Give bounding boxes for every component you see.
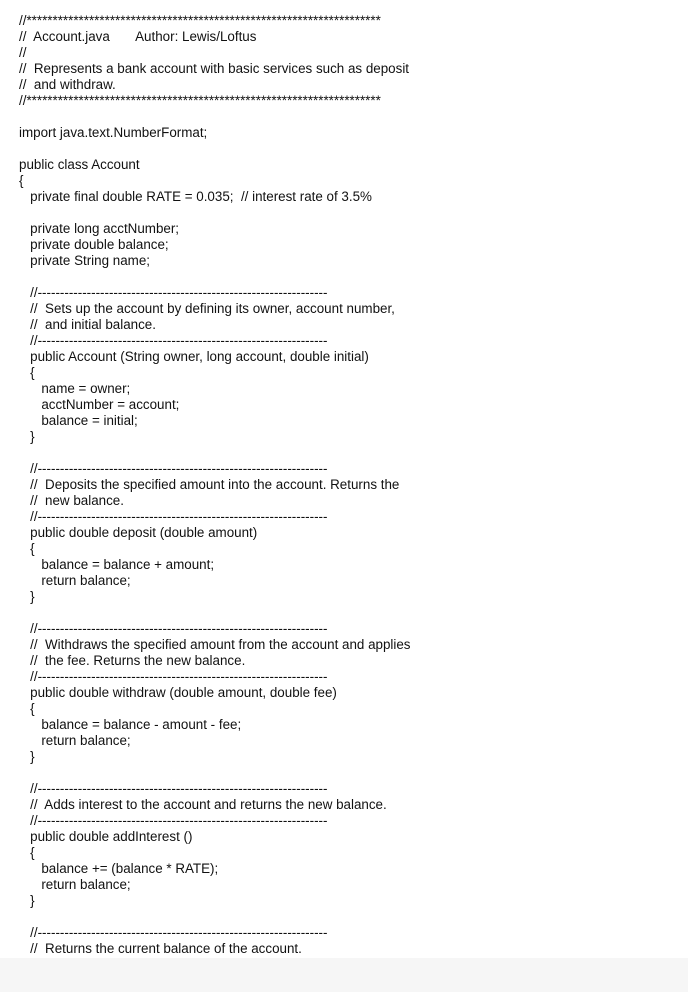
code-line: //----------------------------------------------------------------- <box>19 285 328 300</box>
code-line <box>19 141 411 157</box>
code-line <box>19 605 411 621</box>
code-line: // Adds interest to the account and returns the new balance. <box>19 797 387 812</box>
code-line: balance = initial; <box>19 413 138 428</box>
code-line: } <box>19 893 35 908</box>
code-line: //----------------------------------------------------------------- <box>19 333 328 348</box>
code-line: //----------------------------------------------------------------- <box>19 813 328 828</box>
code-line: balance = balance - amount - fee; <box>19 717 242 732</box>
code-line: //----------------------------------------------------------------- <box>19 925 328 940</box>
code-line: import java.text.NumberFormat; <box>19 125 208 140</box>
code-line: return balance; <box>19 877 131 892</box>
code-line: // <box>19 45 27 60</box>
code-line: public double withdraw (double amount, double fee) <box>19 685 337 700</box>
code-line: //----------------------------------------------------------------- <box>19 781 328 796</box>
code-line: //----------------------------------------------------------------- <box>19 669 328 684</box>
code-line: { <box>19 173 24 188</box>
code-line: private long acctNumber; <box>19 221 180 236</box>
code-line: // and initial balance. <box>19 317 156 332</box>
code-line <box>19 445 411 461</box>
code-line <box>19 109 411 125</box>
code-line: balance = balance + amount; <box>19 557 215 572</box>
code-line: } <box>19 589 35 604</box>
page-bottom-edge <box>0 958 688 992</box>
code-line: { <box>19 845 35 860</box>
code-line <box>19 909 411 925</box>
code-line: //******************************************************************** <box>19 13 381 28</box>
code-listing <box>19 13 411 957</box>
code-line: return balance; <box>19 733 131 748</box>
code-line: private String name; <box>19 253 150 268</box>
code-line: private final double RATE = 0.035; // interest rate of 3.5% <box>19 189 372 204</box>
code-line: { <box>19 365 35 380</box>
code-line: //----------------------------------------------------------------- <box>19 621 328 636</box>
code-line: // Account.java Author: Lewis/Loftus <box>19 29 257 44</box>
code-line: private double balance; <box>19 237 169 252</box>
code-line: { <box>19 541 35 556</box>
code-line: // Deposits the specified amount into the account. Returns the <box>19 477 400 492</box>
code-line: balance += (balance * RATE); <box>19 861 219 876</box>
code-line: name = owner; <box>19 381 131 396</box>
code-line: //----------------------------------------------------------------- <box>19 509 328 524</box>
code-line: // Sets up the account by defining its owner, account number, <box>19 301 395 316</box>
code-line <box>19 269 411 285</box>
code-line: } <box>19 429 35 444</box>
code-line: //----------------------------------------------------------------- <box>19 461 328 476</box>
code-line: // Represents a bank account with basic services such as deposit <box>19 61 410 76</box>
code-line: //******************************************************************** <box>19 93 381 108</box>
code-line: // Returns the current balance of the account. <box>19 941 302 956</box>
code-line: public double deposit (double amount) <box>19 525 258 540</box>
code-line: // the fee. Returns the new balance. <box>19 653 246 668</box>
code-line: } <box>19 749 35 764</box>
code-line <box>19 205 411 221</box>
code-line: // new balance. <box>19 493 124 508</box>
code-line: return balance; <box>19 573 131 588</box>
code-line: public class Account <box>19 157 140 172</box>
code-line: acctNumber = account; <box>19 397 180 412</box>
code-line: public Account (String owner, long account, double initial) <box>19 349 369 364</box>
code-line: // Withdraws the specified amount from the account and applies <box>19 637 411 652</box>
code-line <box>19 765 411 781</box>
code-line: // and withdraw. <box>19 77 116 92</box>
code-line: public double addInterest () <box>19 829 193 844</box>
code-line: { <box>19 701 35 716</box>
